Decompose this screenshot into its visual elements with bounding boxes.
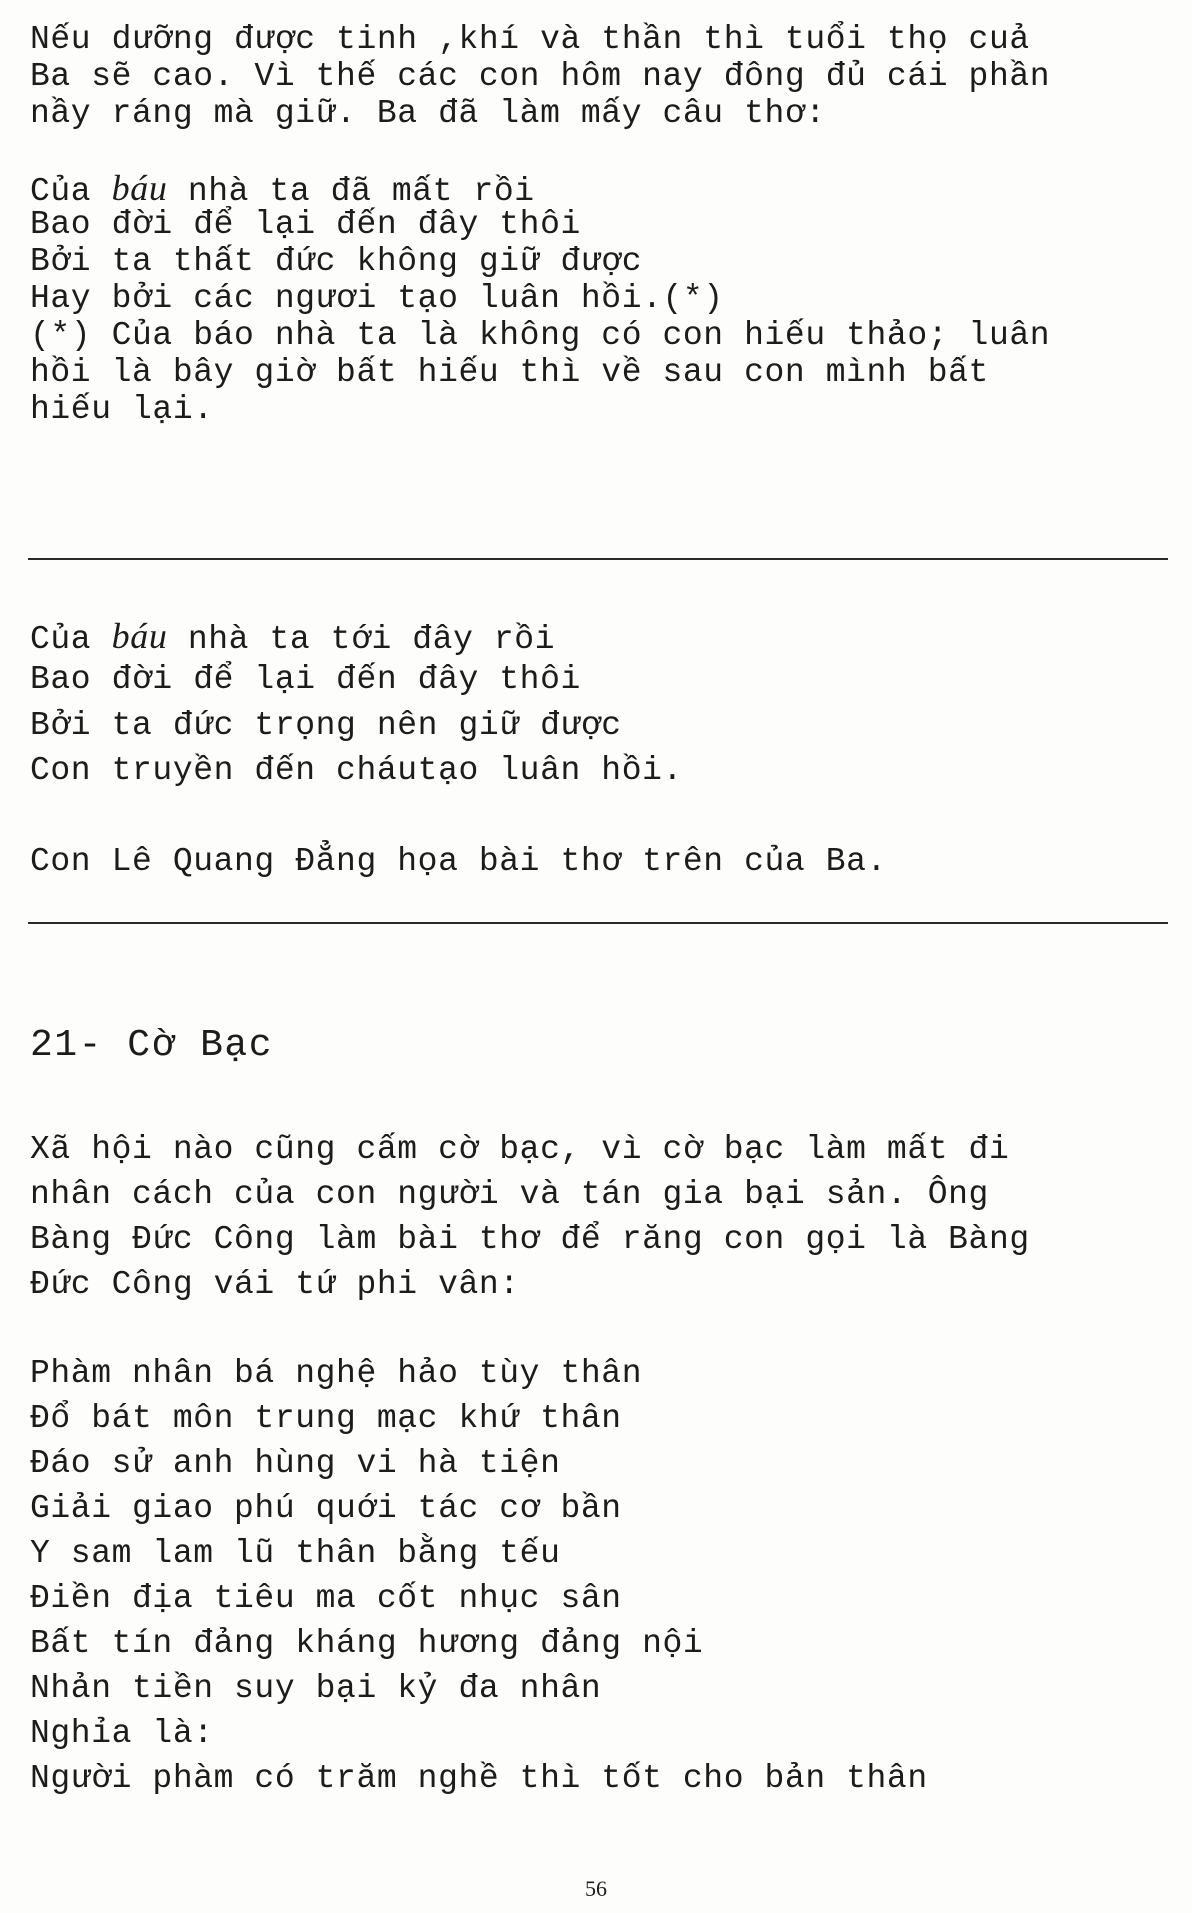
footnote-line: hồi là bây giờ bất hiếu thì về sau con mình bất [30,354,989,391]
section-poem-line: Giải giao phú quới tác cơ bần [30,1490,622,1527]
poem2-line-pre: Của [30,621,112,658]
intro-line: nầy ráng mà giữ. Ba đã làm mấy câu thơ: [30,95,826,132]
poem1-line: Bởi ta thất đức không giữ được [30,243,643,280]
section-poem-line: Đổ bát môn trung mạc khứ thân [30,1400,622,1437]
section-poem-line: Bất tín đảng kháng hương đảng nội [30,1625,704,1662]
poem1-handwritten-word: báu [111,168,168,208]
section-poem-line: Phàm nhân bá nghệ hảo tùy thân [30,1355,643,1392]
poem2-line [30,614,555,662]
divider [28,558,1168,560]
poem2-line: Bởi ta đức trọng nên giữ được [30,707,622,744]
poem2-line-post: nhà ta tới đây rồi [167,621,556,658]
footnote-line: hiếu lại. [30,391,214,428]
poem2-handwritten-word: báu [111,616,168,656]
section-poem-line: Nhản tiền suy bại kỷ đa nhân [30,1670,602,1707]
section-paragraph-line: Xã hội nào cũng cấm cờ bạc, vì cờ bạc làm mất đi [30,1131,1010,1168]
poem2-line: Bao đời để lại đến đây thôi [30,661,581,698]
page-number: 56 [585,1876,607,1901]
section-heading: 21- Cờ Bạc [30,1024,274,1067]
intro-line: Ba sẽ cao. Vì thế các con hôm nay đông đủ cái phần [30,58,1051,95]
section-poem-line: Nghỉa là: [30,1715,214,1752]
section-poem-line: Điền địa tiêu ma cốt nhục sân [30,1580,622,1617]
poem1-line-pre: Của [30,173,112,210]
section-poem-line: Người phàm có trăm nghề thì tốt cho bản thân [30,1760,928,1797]
poem2-attribution: Con Lê Quang Đẳng họa bài thơ trên của Ba. [30,843,887,880]
poem1-line: Bao đời để lại đến đây thôi [30,206,581,243]
intro-line: Nếu dưỡng được tinh ,khí và thần thì tuổi thọ cuả [30,21,1030,58]
footnote-line: (*) Của báo nhà ta là không có con hiếu thảo; luân [30,317,1051,354]
section-poem-line: Đáo sử anh hùng vi hà tiện [30,1445,561,1482]
poem2-line: Con truyền đến cháutạo luân hồi. [30,752,683,789]
section-poem-line: Y sam lam lũ thân bằng tếu [30,1535,561,1572]
poem1-line: Hay bởi các ngươi tạo luân hồi.(*) [30,280,724,317]
section-paragraph-line: nhân cách của con người và tán gia bại sản. Ông [30,1176,989,1213]
section-paragraph-line: Đức Công vái tứ phi vân: [30,1266,520,1303]
divider [28,922,1168,924]
section-paragraph-line: Bàng Đức Công làm bài thơ để răng con gọi là Bàng [30,1221,1030,1258]
poem1-line-post: nhà ta đã mất rồi [167,173,535,210]
